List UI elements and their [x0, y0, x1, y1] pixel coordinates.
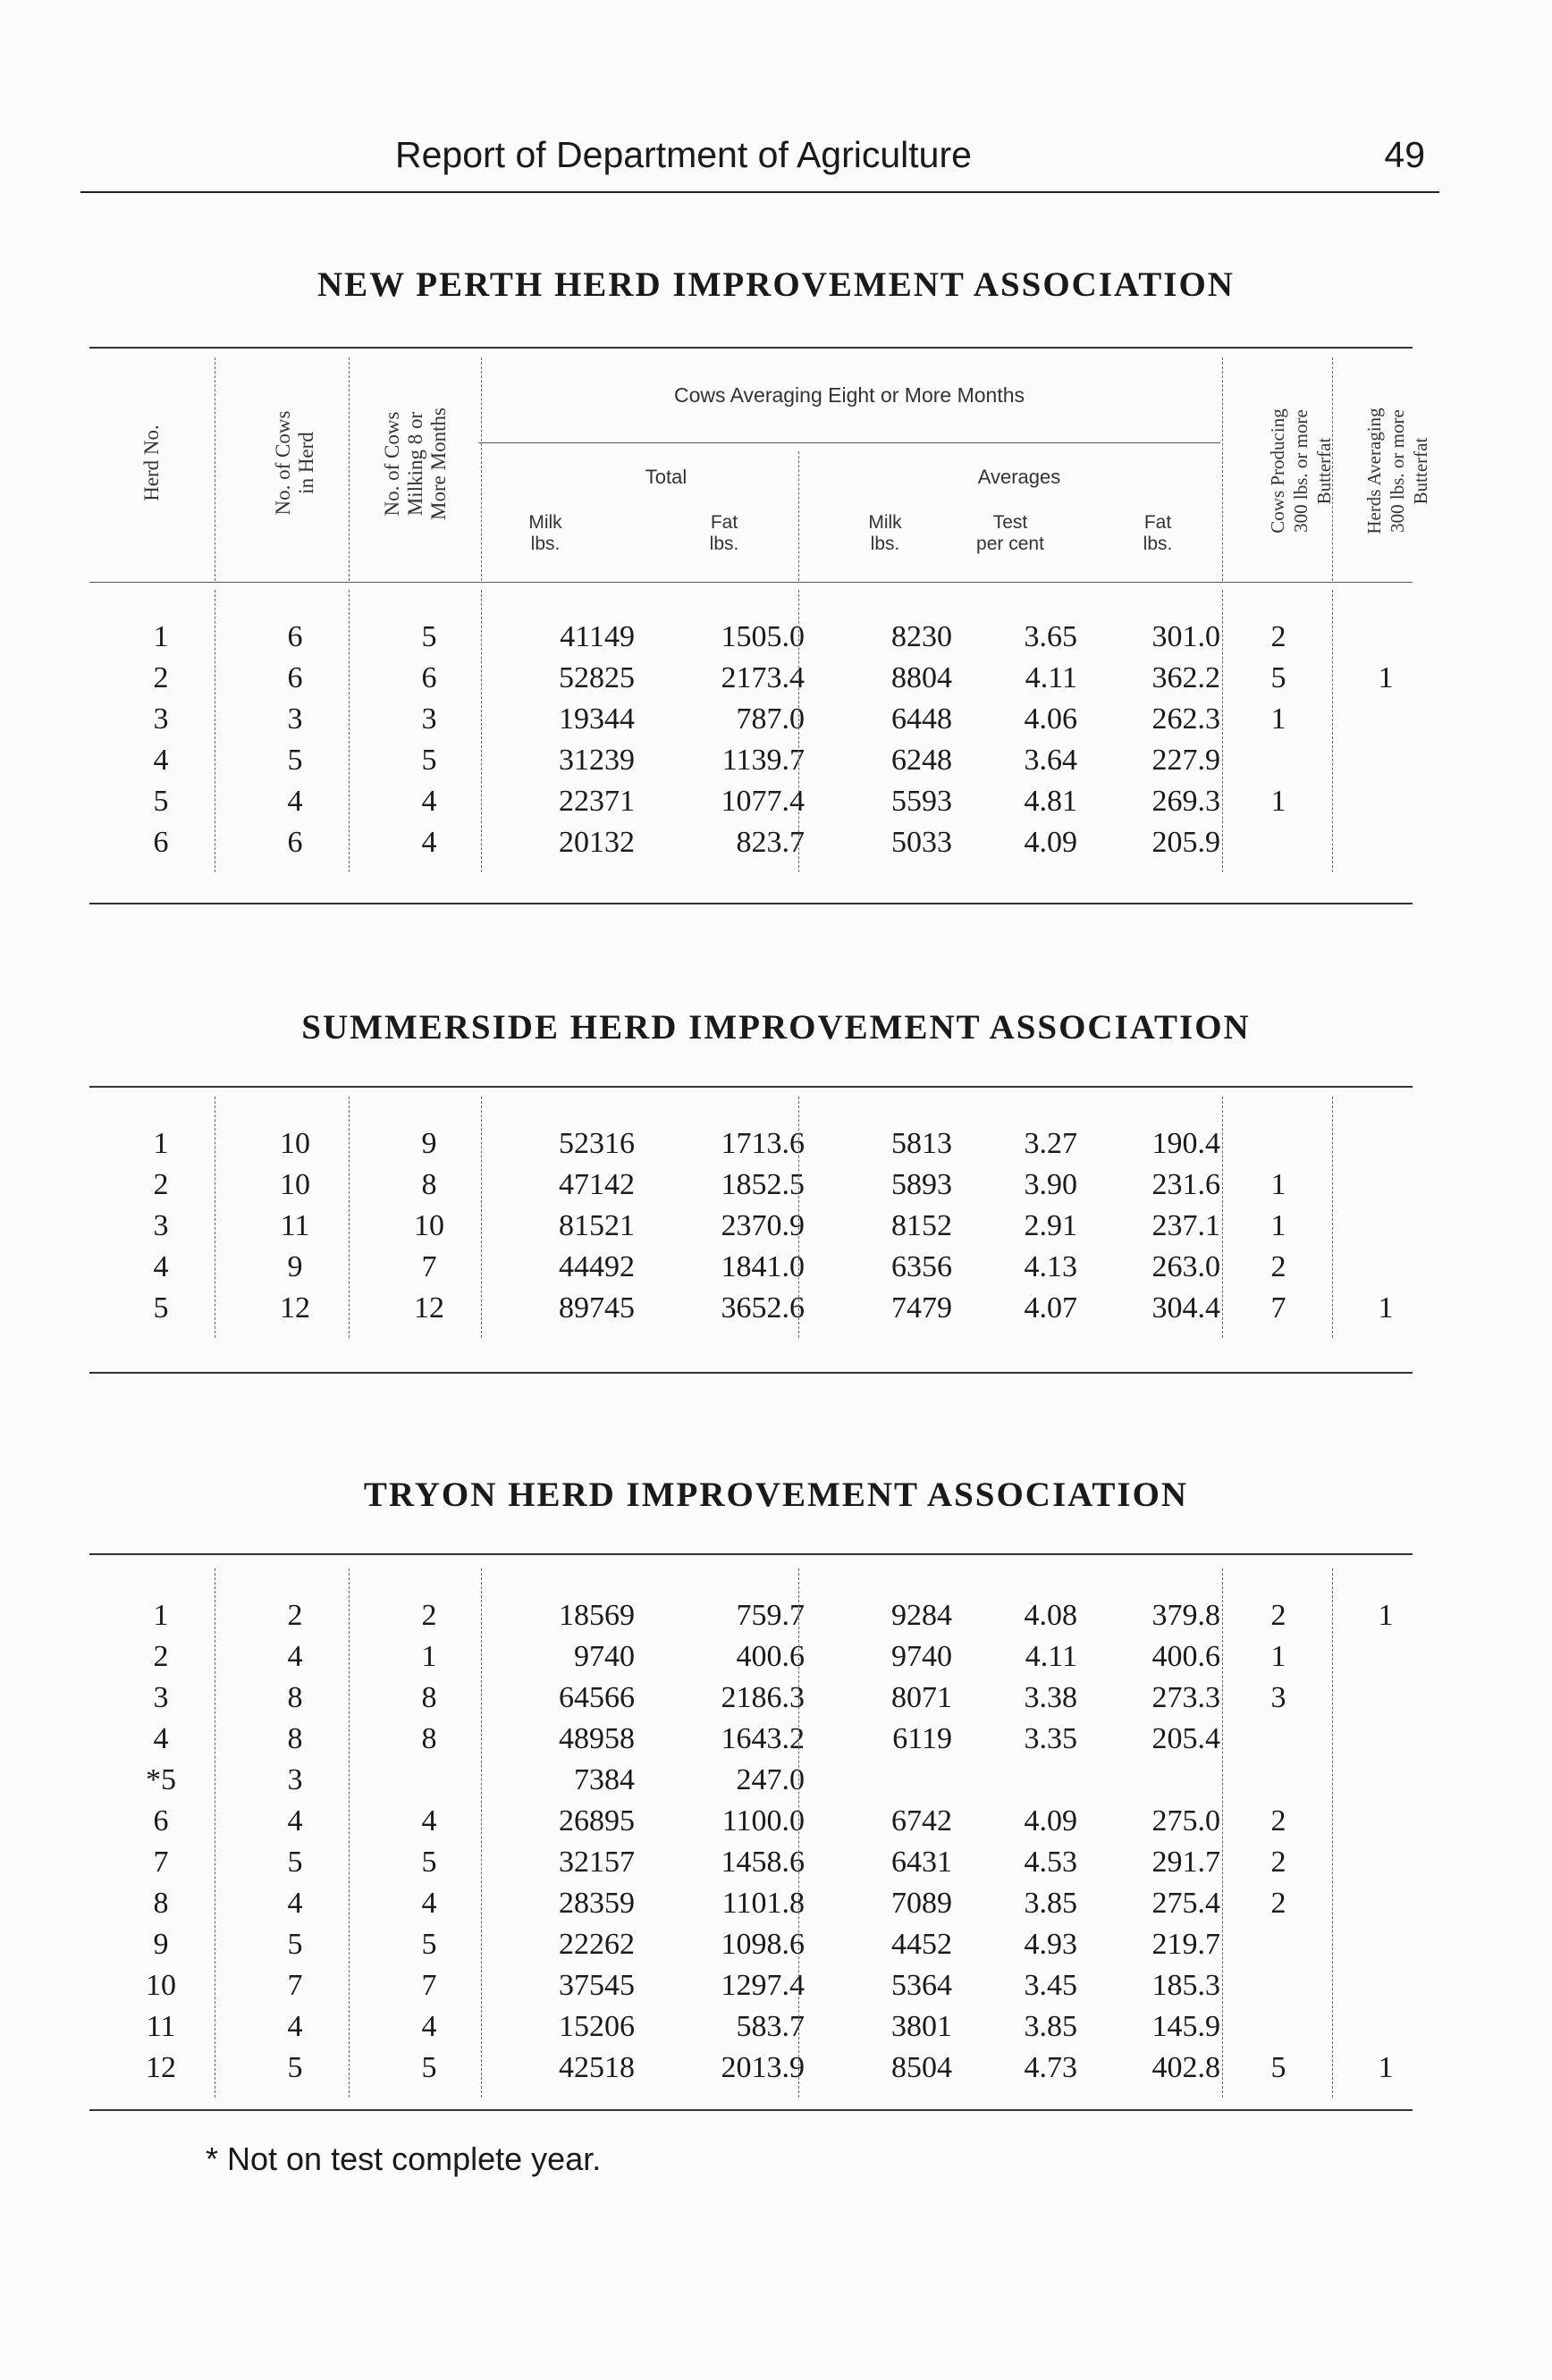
table-row — [0, 1924, 1552, 1965]
table-row — [0, 1719, 1552, 1760]
col-header-cows-in-herd: No. of Cows in Herd — [272, 410, 317, 516]
section-top-rule — [89, 1086, 1413, 1088]
cell-cows-milking: 4 — [421, 1887, 437, 1920]
cell-cows-in-herd: 4 — [287, 785, 303, 818]
cell-avg-fat: 400.6 — [1151, 1640, 1220, 1673]
cell-avg-fat: 237.1 — [1151, 1209, 1220, 1242]
cell-cows-producing: 2 — [1270, 620, 1286, 653]
cell-avg-milk: 7089 — [891, 1887, 952, 1920]
cell-avg-milk: 6742 — [891, 1804, 952, 1838]
cell-avg-milk: 3801 — [891, 2010, 952, 2043]
cell-avg-fat: 185.3 — [1151, 1969, 1220, 2002]
column-separator — [481, 1097, 482, 1338]
cell-avg-milk: 8230 — [891, 620, 952, 653]
cell-total-milk: 48958 — [559, 1722, 635, 1755]
col-header-herd-no: Herd No. — [140, 425, 163, 501]
cell-avg-milk: 4452 — [891, 1928, 952, 1961]
cell-total-fat: 3652.6 — [721, 1291, 805, 1325]
cell-avg-test: 4.13 — [1024, 1250, 1077, 1283]
cell-cows-in-herd: 12 — [280, 1291, 310, 1325]
cell-total-fat: 2013.9 — [721, 2051, 805, 2084]
col-header-avg-fat: Fat lbs. — [1143, 512, 1173, 554]
cell-cows-in-herd: 4 — [287, 1804, 303, 1838]
cell-avg-fat: 227.9 — [1151, 744, 1220, 777]
column-separator — [1332, 590, 1333, 872]
cell-cows-in-herd: 8 — [287, 1722, 303, 1755]
cell-cows-producing: 2 — [1270, 1250, 1286, 1283]
page-title: Report of Department of Agriculture — [395, 134, 972, 175]
table-row — [0, 1678, 1552, 1719]
cell-total-fat: 1505.0 — [721, 620, 805, 653]
cell-total-milk: 64566 — [559, 1681, 635, 1714]
cell-herd-no: 12 — [146, 2051, 176, 2084]
cell-cows-producing: 1 — [1270, 1640, 1286, 1673]
cell-total-fat: 2370.9 — [721, 1209, 805, 1242]
cell-total-milk: 37545 — [559, 1969, 635, 2002]
cell-cows-in-herd: 10 — [280, 1168, 310, 1201]
column-separator — [1332, 1568, 1333, 2098]
table-row — [0, 2006, 1552, 2048]
table-row — [0, 781, 1552, 822]
cell-total-milk: 89745 — [559, 1291, 635, 1325]
cell-avg-fat: 275.0 — [1151, 1804, 1220, 1838]
cell-total-fat: 1713.6 — [721, 1127, 805, 1160]
cell-avg-test: 3.90 — [1024, 1168, 1077, 1201]
cell-cows-in-herd: 9 — [287, 1250, 303, 1283]
cell-cows-producing: 2 — [1270, 1887, 1286, 1920]
column-separator — [1222, 1568, 1223, 2098]
cell-total-milk: 52316 — [559, 1127, 635, 1160]
cell-avg-fat: 402.8 — [1151, 2051, 1220, 2084]
cell-avg-fat: 379.8 — [1151, 1599, 1220, 1632]
cell-total-fat: 1297.4 — [721, 1969, 805, 2002]
cell-avg-test: 4.93 — [1024, 1928, 1077, 1961]
cell-avg-fat: 304.4 — [1151, 1291, 1220, 1325]
cell-herd-no: 5 — [153, 785, 169, 818]
cell-herds-averaging: 1 — [1378, 2051, 1394, 2084]
col-header-cows-producing: Cows Producing 300 lbs. or more Butterfat — [1267, 408, 1335, 534]
cell-total-milk: 19344 — [559, 702, 635, 736]
col-header-total: Total — [645, 466, 687, 488]
cell-avg-milk: 5813 — [891, 1127, 952, 1160]
cell-avg-milk: 5593 — [891, 785, 952, 818]
column-separator — [798, 1097, 799, 1338]
cell-cows-producing: 2 — [1270, 1599, 1286, 1632]
cell-avg-test: 3.27 — [1024, 1127, 1077, 1160]
column-separator — [349, 1097, 350, 1338]
cell-herd-no: 4 — [153, 1722, 169, 1755]
cell-cows-producing: 5 — [1270, 661, 1286, 694]
cell-cows-milking: 4 — [421, 1804, 437, 1838]
column-separator — [481, 590, 482, 872]
cell-cows-in-herd: 6 — [287, 661, 303, 694]
cell-cows-milking: 5 — [421, 1928, 437, 1961]
cell-cows-milking: 8 — [421, 1168, 437, 1201]
cell-avg-milk: 5033 — [891, 826, 952, 859]
table-row — [0, 1883, 1552, 1924]
cell-avg-fat: 269.3 — [1151, 785, 1220, 818]
cell-herd-no: 4 — [153, 1250, 169, 1283]
cell-herd-no: 1 — [153, 1599, 169, 1632]
cell-cows-in-herd: 6 — [287, 826, 303, 859]
cell-cows-producing: 1 — [1270, 702, 1286, 736]
table-row — [0, 1636, 1552, 1678]
table-row — [0, 658, 1552, 699]
cell-herd-no: *5 — [146, 1763, 176, 1796]
header-rule — [80, 191, 1439, 193]
cell-total-milk: 18569 — [559, 1599, 635, 1632]
cell-cows-in-herd: 5 — [287, 744, 303, 777]
cell-total-fat: 1852.5 — [721, 1168, 805, 1201]
cell-herd-no: 3 — [153, 1209, 169, 1242]
cell-cows-in-herd: 10 — [280, 1127, 310, 1160]
cell-total-fat: 823.7 — [736, 826, 805, 859]
cell-avg-test: 3.85 — [1024, 2010, 1077, 2043]
header-col-sep — [481, 357, 482, 581]
cell-total-milk: 7384 — [574, 1763, 635, 1796]
cell-avg-test: 3.38 — [1024, 1681, 1077, 1714]
cell-total-milk: 42518 — [559, 2051, 635, 2084]
cell-avg-fat: 275.4 — [1151, 1887, 1220, 1920]
cell-avg-milk: 9284 — [891, 1599, 952, 1632]
cell-avg-test: 3.35 — [1024, 1722, 1077, 1755]
cell-cows-producing: 7 — [1270, 1291, 1286, 1325]
header-top-rule — [89, 347, 1413, 349]
cell-avg-milk: 5364 — [891, 1969, 952, 2002]
association-title-summerside: SUMMERSIDE HERD IMPROVEMENT ASSOCIATION — [301, 1008, 1251, 1047]
cell-herds-averaging: 1 — [1378, 661, 1394, 694]
table-row — [0, 1206, 1552, 1247]
cell-avg-fat: 205.4 — [1151, 1722, 1220, 1755]
cell-avg-test: 4.09 — [1024, 826, 1077, 859]
table-row — [0, 1965, 1552, 2006]
cell-cows-in-herd: 3 — [287, 1763, 303, 1796]
cell-avg-test: 3.45 — [1024, 1969, 1077, 2002]
cell-avg-test: 4.07 — [1024, 1291, 1077, 1325]
cell-total-milk: 26895 — [559, 1804, 635, 1838]
cell-herds-averaging: 1 — [1378, 1599, 1394, 1632]
cell-herd-no: 2 — [153, 661, 169, 694]
cell-avg-fat: 362.2 — [1151, 661, 1220, 694]
column-separator — [349, 590, 350, 872]
cell-herd-no: 4 — [153, 744, 169, 777]
cell-cows-in-herd: 3 — [287, 702, 303, 736]
cell-avg-milk: 6431 — [891, 1846, 952, 1879]
cell-total-fat: 1841.0 — [721, 1250, 805, 1283]
association-title-tryon: TRYON HERD IMPROVEMENT ASSOCIATION — [363, 1476, 1189, 1514]
cell-avg-test: 4.09 — [1024, 1804, 1077, 1838]
section-top-rule — [89, 1553, 1413, 1555]
cell-cows-milking: 8 — [421, 1681, 437, 1714]
cell-cows-in-herd: 2 — [287, 1599, 303, 1632]
table-row — [0, 1595, 1552, 1636]
cell-total-fat: 583.7 — [736, 2010, 805, 2043]
cell-total-fat: 1100.0 — [721, 1804, 805, 1838]
cell-total-fat: 787.0 — [736, 702, 805, 736]
cell-avg-test: 4.11 — [1025, 661, 1077, 694]
cell-total-milk: 20132 — [559, 826, 635, 859]
col-header-avg-test: Test per cent — [976, 512, 1044, 554]
cell-cows-milking: 4 — [421, 2010, 437, 2043]
table-row — [0, 699, 1552, 740]
cell-avg-milk: 6448 — [891, 702, 952, 736]
header-bottom-rule — [89, 582, 1413, 583]
cell-herd-no: 3 — [153, 702, 169, 736]
cell-herds-averaging: 1 — [1378, 1291, 1394, 1325]
col-header-total-milk: Milk lbs. — [528, 512, 562, 554]
table-row — [0, 617, 1552, 658]
column-separator — [798, 590, 799, 872]
cell-cows-in-herd: 4 — [287, 2010, 303, 2043]
cell-cows-in-herd: 5 — [287, 2051, 303, 2084]
col-header-group: Cows Averaging Eight or More Months — [673, 383, 1025, 407]
column-separator — [1222, 1097, 1223, 1338]
cell-cows-producing: 2 — [1270, 1804, 1286, 1838]
cell-total-fat: 2186.3 — [721, 1681, 805, 1714]
page-number: 49 — [1384, 134, 1425, 175]
cell-cows-producing: 2 — [1270, 1846, 1286, 1879]
cell-total-milk: 28359 — [559, 1887, 635, 1920]
cell-avg-test: 3.64 — [1024, 744, 1077, 777]
cell-cows-milking: 4 — [421, 785, 437, 818]
cell-avg-milk: 5893 — [891, 1168, 952, 1201]
header-col-sep — [1222, 357, 1223, 581]
column-separator — [349, 1568, 350, 2098]
cell-avg-milk: 8804 — [891, 661, 952, 694]
cell-total-fat: 2173.4 — [721, 661, 805, 694]
table-row — [0, 1165, 1552, 1206]
cell-cows-milking: 8 — [421, 1722, 437, 1755]
cell-avg-milk: 6119 — [892, 1722, 952, 1755]
cell-avg-fat: 273.3 — [1151, 1681, 1220, 1714]
header-col-sep — [798, 451, 799, 581]
column-separator — [1222, 590, 1223, 872]
cell-avg-test: 2.91 — [1024, 1209, 1077, 1242]
cell-herd-no: 3 — [153, 1681, 169, 1714]
cell-total-milk: 47142 — [559, 1168, 635, 1201]
cell-avg-test: 4.11 — [1025, 1640, 1077, 1673]
cell-avg-milk: 6248 — [891, 744, 952, 777]
cell-avg-milk: 8152 — [891, 1209, 952, 1242]
cell-avg-fat: 263.0 — [1151, 1250, 1220, 1283]
cell-avg-test: 4.08 — [1024, 1599, 1077, 1632]
column-separator — [1332, 1097, 1333, 1338]
cell-herd-no: 2 — [153, 1168, 169, 1201]
cell-cows-milking: 5 — [421, 744, 437, 777]
cell-total-fat: 1643.2 — [721, 1722, 805, 1755]
cell-avg-fat: 219.7 — [1151, 1928, 1220, 1961]
cell-avg-fat: 205.9 — [1151, 826, 1220, 859]
cell-total-milk: 52825 — [559, 661, 635, 694]
cell-herd-no: 6 — [153, 1804, 169, 1838]
cell-herd-no: 5 — [153, 1291, 169, 1325]
cell-avg-fat: 301.0 — [1151, 620, 1220, 653]
header-col-sep — [349, 357, 350, 581]
footnote: * Not on test complete year. — [206, 2140, 602, 2177]
cell-cows-in-herd: 5 — [287, 1928, 303, 1961]
cell-cows-in-herd: 4 — [287, 1887, 303, 1920]
cell-cows-in-herd: 11 — [280, 1209, 310, 1242]
table-row — [0, 1123, 1552, 1165]
table-row — [0, 1247, 1552, 1288]
cell-total-milk: 9740 — [574, 1640, 635, 1673]
col-header-herds-averaging: Herds Averaging 300 lbs. or more Butterfat — [1363, 408, 1431, 534]
cell-avg-milk: 6356 — [891, 1250, 952, 1283]
cell-total-fat: 400.6 — [736, 1640, 805, 1673]
cell-total-milk: 44492 — [559, 1250, 635, 1283]
cell-avg-fat: 291.7 — [1151, 1846, 1220, 1879]
cell-cows-milking: 2 — [421, 1599, 437, 1632]
cell-avg-milk: 8504 — [891, 2051, 952, 2084]
cell-avg-fat: 231.6 — [1151, 1168, 1220, 1201]
section-end-rule — [89, 1372, 1413, 1374]
cell-cows-milking: 4 — [421, 826, 437, 859]
cell-cows-milking: 7 — [421, 1969, 437, 2002]
cell-cows-milking: 3 — [421, 702, 437, 736]
cell-total-milk: 22371 — [559, 785, 635, 818]
table-row — [0, 1760, 1552, 1801]
cell-cows-milking: 10 — [414, 1209, 444, 1242]
cell-avg-fat: 262.3 — [1151, 702, 1220, 736]
cell-avg-milk: 7479 — [891, 1291, 952, 1325]
cell-total-milk: 81521 — [559, 1209, 635, 1242]
cell-cows-milking: 5 — [421, 620, 437, 653]
cell-total-fat: 1077.4 — [721, 785, 805, 818]
cell-total-milk: 32157 — [559, 1846, 635, 1879]
page-header — [80, 134, 1439, 197]
section-end-rule — [89, 2109, 1413, 2111]
cell-avg-test: 3.65 — [1024, 620, 1077, 653]
cell-herd-no: 1 — [153, 620, 169, 653]
column-separator — [798, 1568, 799, 2098]
cell-total-fat: 759.7 — [736, 1599, 805, 1632]
cell-cows-milking: 12 — [414, 1291, 444, 1325]
cell-total-fat: 1098.6 — [721, 1928, 805, 1961]
cell-herd-no: 10 — [146, 1969, 176, 2002]
table-row — [0, 740, 1552, 781]
cell-total-milk: 22262 — [559, 1928, 635, 1961]
association-title-new-perth: NEW PERTH HERD IMPROVEMENT ASSOCIATION — [317, 265, 1235, 304]
header-col-sep — [1332, 357, 1333, 581]
cell-total-fat: 1139.7 — [721, 744, 805, 777]
cell-cows-milking: 5 — [421, 1846, 437, 1879]
cell-cows-in-herd: 7 — [287, 1969, 303, 2002]
cell-cows-in-herd: 6 — [287, 620, 303, 653]
cell-herd-no: 6 — [153, 826, 169, 859]
cell-herd-no: 9 — [153, 1928, 169, 1961]
cell-cows-milking: 6 — [421, 661, 437, 694]
cell-avg-test: 4.53 — [1024, 1846, 1077, 1879]
cell-total-milk: 15206 — [559, 2010, 635, 2043]
cell-avg-milk: 8071 — [891, 1681, 952, 1714]
col-header-averages: Averages — [977, 466, 1061, 488]
cell-herd-no: 8 — [153, 1887, 169, 1920]
cell-total-fat: 1101.8 — [721, 1887, 805, 1920]
cell-total-fat: 247.0 — [736, 1763, 805, 1796]
cell-cows-milking: 9 — [421, 1127, 437, 1160]
section-end-rule — [89, 903, 1413, 904]
col-header-total-fat: Fat lbs. — [709, 512, 739, 554]
cell-cows-milking: 7 — [421, 1250, 437, 1283]
cell-herd-no: 11 — [146, 2010, 176, 2043]
cell-avg-test: 4.81 — [1024, 785, 1077, 818]
cell-cows-milking: 1 — [421, 1640, 437, 1673]
cell-cows-milking: 5 — [421, 2051, 437, 2084]
cell-cows-in-herd: 4 — [287, 1640, 303, 1673]
cell-avg-fat: 145.9 — [1151, 2010, 1220, 2043]
cell-cows-producing: 1 — [1270, 1168, 1286, 1201]
cell-avg-fat: 190.4 — [1151, 1127, 1220, 1160]
column-separator — [481, 1568, 482, 2098]
cell-total-milk: 31239 — [559, 744, 635, 777]
col-header-cows-milking: No. of Cows Milking 8 or More Months — [381, 408, 450, 520]
cell-avg-test: 3.85 — [1024, 1887, 1077, 1920]
cell-avg-test: 4.06 — [1024, 702, 1077, 736]
table-row — [0, 1288, 1552, 1329]
cell-herd-no: 2 — [153, 1640, 169, 1673]
table-row — [0, 1801, 1552, 1842]
cell-cows-producing: 5 — [1270, 2051, 1286, 2084]
cell-cows-producing: 3 — [1270, 1681, 1286, 1714]
cell-avg-test: 4.73 — [1024, 2051, 1077, 2084]
table-row — [0, 822, 1552, 863]
cell-cows-producing: 1 — [1270, 785, 1286, 818]
table-row — [0, 2048, 1552, 2089]
cell-cows-in-herd: 8 — [287, 1681, 303, 1714]
cell-herd-no: 1 — [153, 1127, 169, 1160]
group-subrule — [478, 442, 1220, 443]
cell-cows-in-herd: 5 — [287, 1846, 303, 1879]
cell-cows-producing: 1 — [1270, 1209, 1286, 1242]
cell-total-fat: 1458.6 — [721, 1846, 805, 1879]
cell-herd-no: 7 — [153, 1846, 169, 1879]
cell-total-milk: 41149 — [560, 620, 635, 653]
cell-avg-milk: 9740 — [891, 1640, 952, 1673]
table-row — [0, 1842, 1552, 1883]
col-header-avg-milk: Milk lbs. — [868, 512, 902, 554]
